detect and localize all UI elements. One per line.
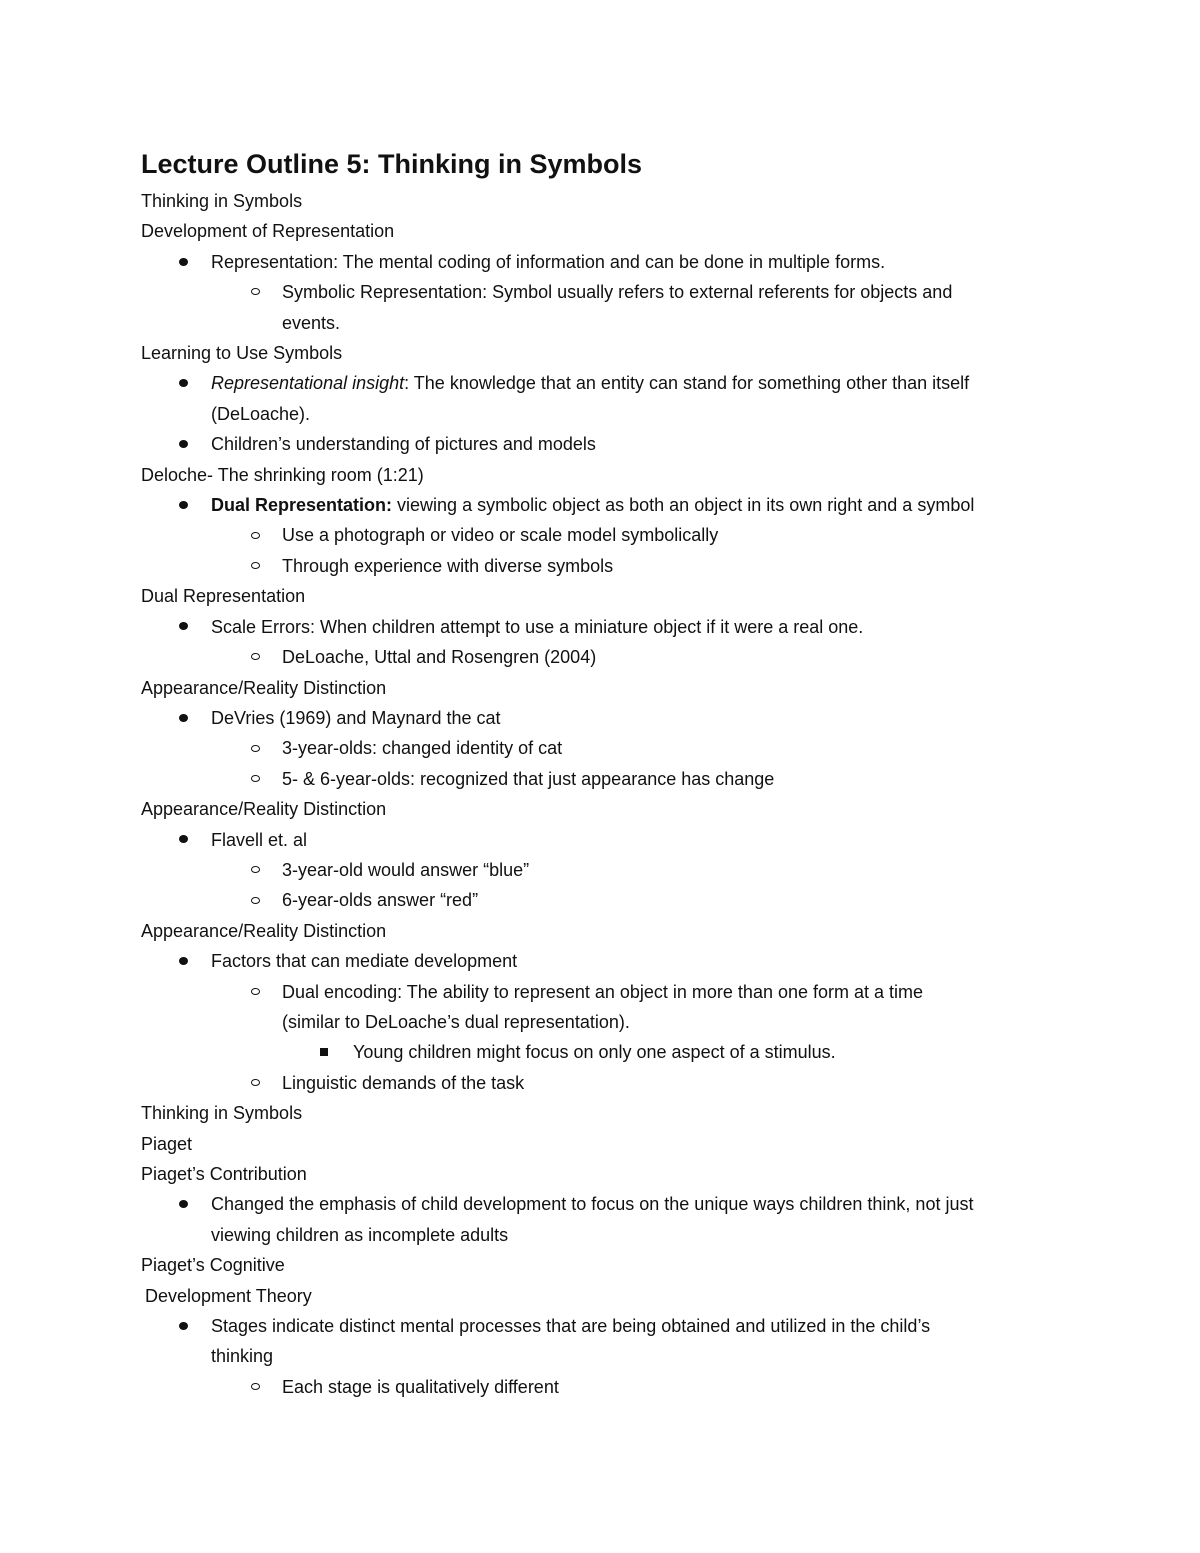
item-text: Through experience with diverse symbols [282, 555, 614, 576]
item-text: Changed the emphasis of child development to focus on the unique ways children think, not just [211, 1194, 974, 1215]
list-item-continuation: viewing children as incomplete adults [211, 1224, 509, 1245]
term-label: Representational insight [211, 373, 405, 394]
section-heading: Piaget [141, 1133, 193, 1154]
section-heading: Piaget’s Contribution [141, 1164, 307, 1184]
list-item [141, 612, 1071, 642]
bullet-circle-icon [245, 764, 265, 794]
item-text: Children’s understanding of pictures and models [211, 434, 596, 455]
section-heading: Appearance/Reality Distinction [141, 677, 387, 698]
bullet-dot-icon [173, 946, 193, 976]
list-item [141, 642, 1071, 672]
bullet-circle-icon [245, 733, 265, 763]
item-text: 3-year-old would answer “blue” [282, 859, 530, 880]
list-item [141, 733, 1071, 763]
item-text: Stages indicate distinct mental processes that are being obtained and utilized in the child’s [211, 1316, 931, 1337]
bullet-circle-icon [245, 520, 265, 550]
section-heading: Piaget’s Cognitive [141, 1255, 285, 1276]
bullet-dot-icon [173, 490, 193, 520]
section-heading: Appearance/Reality Distinction [141, 920, 387, 941]
bullet-dot-icon [173, 368, 193, 398]
list-item-continuation: thinking [211, 1346, 274, 1367]
definition-text: viewing a symbolic object as both an object in its own right and a symbol [392, 495, 975, 516]
list-item [141, 703, 1071, 733]
bullet-circle-icon [245, 277, 265, 307]
bullet-circle-icon [245, 855, 265, 885]
bullet-dot-icon [173, 247, 193, 277]
item-text: Each stage is qualitatively different [282, 1376, 559, 1397]
bullet-circle-icon [245, 1068, 265, 1098]
list-item [141, 764, 1071, 794]
item-text: 6-year-olds answer “red” [282, 890, 479, 911]
bullet-circle-icon [245, 1372, 265, 1402]
term-label: Dual Representation: [211, 495, 393, 516]
bullet-circle-icon [245, 642, 265, 672]
bullet-dot-icon [173, 825, 193, 855]
section-heading: Development Theory [145, 1285, 312, 1306]
definition-text: The mental coding of information and can be done in multiple forms. [338, 251, 886, 272]
item-text: Young children might focus on only one aspect of a stimulus. [353, 1042, 836, 1063]
section-heading: Thinking in Symbols [141, 191, 303, 211]
section-heading: Deloche- The shrinking room (1:21) [141, 464, 424, 485]
bullet-circle-icon [245, 551, 265, 581]
page-title: Lecture Outline 5: Thinking in Symbols [141, 149, 643, 179]
item-text: Flavell et. al [211, 829, 308, 850]
list-item [141, 1311, 1071, 1341]
term-label: Representation: [211, 251, 339, 272]
bullet-dot-icon [173, 429, 193, 459]
bullet-dot-icon [173, 1189, 193, 1219]
bullet-square-icon [314, 1037, 334, 1067]
list-item [141, 247, 1071, 277]
bullet-dot-icon [173, 1311, 193, 1341]
item-text: DeLoache, Uttal and Rosengren (2004) [282, 647, 597, 668]
list-item-continuation: (similar to DeLoache’s dual representation). [282, 1011, 630, 1032]
list-item-continuation: events. [282, 312, 341, 333]
item-text: Dual encoding: The ability to represent an object in more than one form at a time [282, 981, 924, 1002]
item-text: Linguistic demands of the task [282, 1072, 525, 1093]
list-item [141, 429, 1071, 459]
item-text: Scale Errors: When children attempt to use a miniature object if it were a real one. [211, 616, 864, 637]
section-heading: Learning to Use Symbols [141, 343, 343, 364]
list-item [141, 977, 1071, 1007]
bullet-circle-icon [245, 885, 265, 915]
list-item [141, 551, 1071, 581]
item-text: Use a photograph or video or scale model symbolically [282, 525, 719, 546]
list-item [141, 490, 1071, 520]
section-heading: Thinking in Symbols [141, 1103, 303, 1124]
list-item [141, 520, 1071, 550]
list-item [141, 1037, 1071, 1067]
item-text: 5- & 6-year-olds: recognized that just appearance has change [282, 768, 775, 789]
section-heading: Dual Representation [141, 586, 306, 607]
list-item [141, 946, 1071, 976]
definition-text: : The knowledge that an entity can stand for something other than itself [404, 373, 970, 394]
section-heading: Development of Representation [141, 221, 395, 242]
item-text: DeVries (1969) and Maynard the cat [211, 707, 501, 728]
list-item [141, 277, 1071, 307]
item-text: Symbolic Representation: Symbol usually refers to external referents for objects and [282, 282, 953, 303]
item-text: 3-year-olds: changed identity of cat [282, 738, 563, 759]
list-item [141, 1372, 1071, 1402]
list-item [141, 855, 1071, 885]
bullet-circle-icon [245, 977, 265, 1007]
list-item [141, 1189, 1071, 1219]
list-item [141, 825, 1071, 855]
bullet-dot-icon [173, 612, 193, 642]
bullet-dot-icon [173, 703, 193, 733]
list-item [141, 368, 1071, 398]
list-item [141, 885, 1071, 915]
section-heading: Appearance/Reality Distinction [141, 799, 387, 820]
list-item [141, 1068, 1071, 1098]
list-item-continuation: (DeLoache). [211, 403, 311, 424]
document-page [141, 146, 1071, 1402]
item-text: Factors that can mediate development [211, 951, 518, 972]
